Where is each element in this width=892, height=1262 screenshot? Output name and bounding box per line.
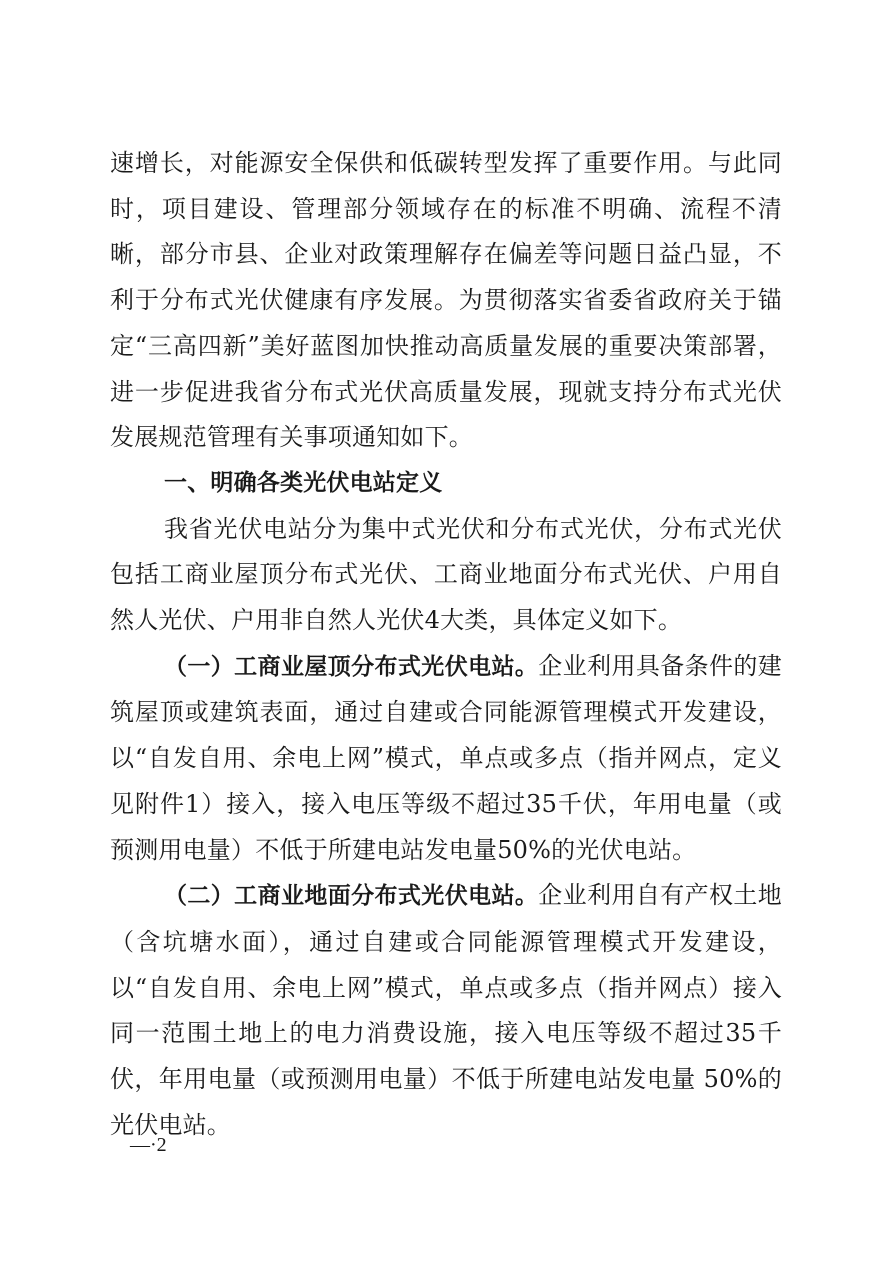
rooftop-definition-lead: （一）工商业屋顶分布式光伏电站。 — [164, 653, 539, 680]
paragraph-rooftop-definition — [110, 644, 782, 874]
paragraph-intro: 速增长，对能源安全保供和低碳转型发挥了重要作用。与此同时，项目建设、管理部分领域存在的标准不明确、流程不清晰，部分市县、企业对政策理解存在偏差等问题日益凸显，不利于分布式光伏健康有序发展。为贯彻落实省委省政府关于锚定“三高四新”美好蓝图加快推动高质量发展的重要决策部署，进一步促进我省分布式光伏高质量发展，现就支持分布式光伏发展规范管理有关事项通知如下。 — [110, 149, 782, 452]
section-heading-1: 一、明确各类光伏电站定义 — [164, 469, 443, 496]
paragraph-categories: 我省光伏电站分为集中式光伏和分布式光伏，分布式光伏包括工商业屋顶分布式光伏、工商业地面分布式光伏、户用自然人光伏、户用非自然人光伏4大类，具体定义如下。 — [110, 514, 782, 635]
document-body — [110, 141, 782, 1148]
page-number: —·2 — [130, 1134, 167, 1156]
rooftop-definition-body: 企业利用具备条件的建筑屋顶或建筑表面，通过自建或合同能源管理模式开发建设，以“自发自用、余电上网”模式，单点或多点（指并网点，定义见附件1）接入，接入电压等级不超过35千伏，年用电量（或预测用电量）不低于所建电站发电量50%的光伏电站。 — [110, 651, 783, 864]
ground-definition-body: 企业利用自有产权土地（含坑塘水面），通过自建或合同能源管理模式开发建设，以“自发自用、余电上网”模式，单点或多点（指并网点）接入同一范围土地上的电力消费设施，接入电压等级不超过35千伏，年用电量（或预测用电量）不低于所建电站发电量 50%的光伏电站。 — [110, 881, 783, 1139]
paragraph-ground-definition — [110, 873, 782, 1148]
ground-definition-lead: （二）工商业地面分布式光伏电站。 — [164, 883, 539, 910]
